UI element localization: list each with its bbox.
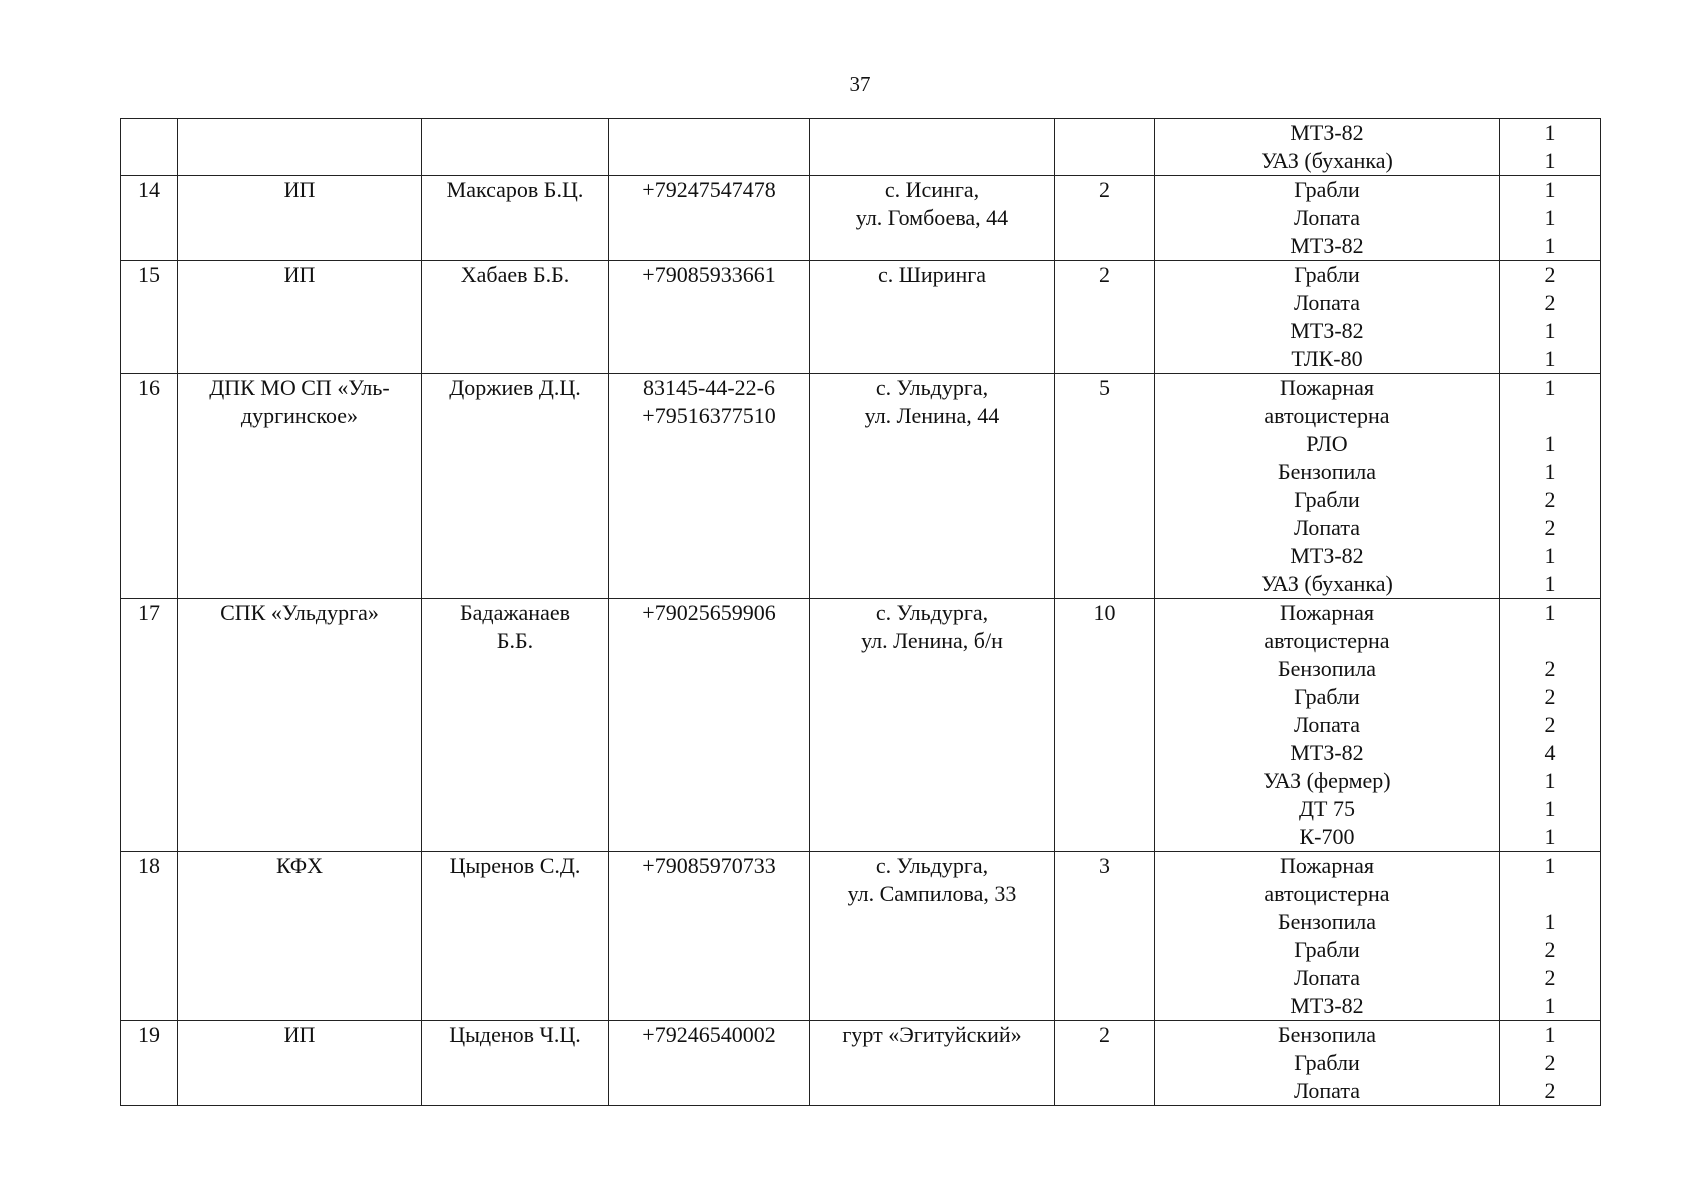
equipment-cell: Пожарная автоцистерна РЛО Бензопила Грабли Лопата МТЗ-82 УАЗ (буханка) xyxy=(1155,374,1500,599)
staff-count-cell: 3 xyxy=(1055,852,1155,1021)
quantity-cell: 2 2 1 1 xyxy=(1500,261,1601,374)
row-number-cell: 18 xyxy=(121,852,178,1021)
responsible-person-cell: Хабаев Б.Б. xyxy=(422,261,609,374)
equipment-cell: Грабли Лопата МТЗ-82 xyxy=(1155,176,1500,261)
quantity-cell: 1 2 2 2 4 1 1 1 xyxy=(1500,599,1601,852)
phone-cell xyxy=(609,119,810,176)
responsible-person-cell: Бадажанаев Б.Б. xyxy=(422,599,609,852)
table-row xyxy=(121,599,1601,852)
responsible-person-cell: Цыденов Ч.Ц. xyxy=(422,1021,609,1106)
organization-cell: ИП xyxy=(178,261,422,374)
quantity-cell: 1 1 1 xyxy=(1500,176,1601,261)
phone-cell: +79085933661 xyxy=(609,261,810,374)
equipment-cell: Грабли Лопата МТЗ-82 ТЛК-80 xyxy=(1155,261,1500,374)
staff-count-cell: 10 xyxy=(1055,599,1155,852)
row-number-cell: 17 xyxy=(121,599,178,852)
row-number-cell: 14 xyxy=(121,176,178,261)
staff-count-cell: 2 xyxy=(1055,176,1155,261)
responsible-person-cell xyxy=(422,119,609,176)
organization-cell: СПК «Ульдурга» xyxy=(178,599,422,852)
address-cell: с. Ульдурга, ул. Сампилова, 33 xyxy=(810,852,1055,1021)
row-number-cell: 19 xyxy=(121,1021,178,1106)
row-number-cell: 16 xyxy=(121,374,178,599)
row-number-cell: 15 xyxy=(121,261,178,374)
staff-count-cell: 2 xyxy=(1055,1021,1155,1106)
table-row xyxy=(121,119,1601,176)
responsible-person-cell: Цыренов С.Д. xyxy=(422,852,609,1021)
organization-cell: КФХ xyxy=(178,852,422,1021)
staff-count-cell xyxy=(1055,119,1155,176)
quantity-cell: 1 2 2 xyxy=(1500,1021,1601,1106)
quantity-cell: 1 1 2 2 1 xyxy=(1500,852,1601,1021)
equipment-cell: Пожарная автоцистерна Бензопила Грабли Лопата МТЗ-82 УАЗ (фермер) ДТ 75 К-700 xyxy=(1155,599,1500,852)
staff-count-cell: 2 xyxy=(1055,261,1155,374)
quantity-cell: 1 1 1 2 2 1 1 xyxy=(1500,374,1601,599)
address-cell: с. Ульдурга, ул. Ленина, 44 xyxy=(810,374,1055,599)
phone-cell: +79025659906 xyxy=(609,599,810,852)
phone-cell: +79085970733 xyxy=(609,852,810,1021)
table-row xyxy=(121,176,1601,261)
organization-cell xyxy=(178,119,422,176)
resources-table xyxy=(120,118,1601,1106)
responsible-person-cell: Доржиев Д.Ц. xyxy=(422,374,609,599)
organization-cell: ИП xyxy=(178,1021,422,1106)
phone-cell: +79246540002 xyxy=(609,1021,810,1106)
address-cell xyxy=(810,119,1055,176)
table-row xyxy=(121,374,1601,599)
table-row xyxy=(121,1021,1601,1106)
phone-cell: +79247547478 xyxy=(609,176,810,261)
equipment-cell: Пожарная автоцистерна Бензопила Грабли Лопата МТЗ-82 xyxy=(1155,852,1500,1021)
table-row xyxy=(121,261,1601,374)
address-cell: гурт «Эгитуйский» xyxy=(810,1021,1055,1106)
row-number-cell xyxy=(121,119,178,176)
organization-cell: ИП xyxy=(178,176,422,261)
address-cell: с. Ширинга xyxy=(810,261,1055,374)
staff-count-cell: 5 xyxy=(1055,374,1155,599)
page-number: 37 xyxy=(849,72,871,96)
organization-cell: ДПК МО СП «Уль- дургинское» xyxy=(178,374,422,599)
quantity-cell: 1 1 xyxy=(1500,119,1601,176)
responsible-person-cell: Максаров Б.Ц. xyxy=(422,176,609,261)
equipment-cell: Бензопила Грабли Лопата xyxy=(1155,1021,1500,1106)
equipment-cell: МТЗ-82 УАЗ (буханка) xyxy=(1155,119,1500,176)
address-cell: с. Исинга, ул. Гомбоева, 44 xyxy=(810,176,1055,261)
address-cell: с. Ульдурга, ул. Ленина, б/н xyxy=(810,599,1055,852)
table-row xyxy=(121,852,1601,1021)
phone-cell: 83145-44-22-6 +79516377510 xyxy=(609,374,810,599)
